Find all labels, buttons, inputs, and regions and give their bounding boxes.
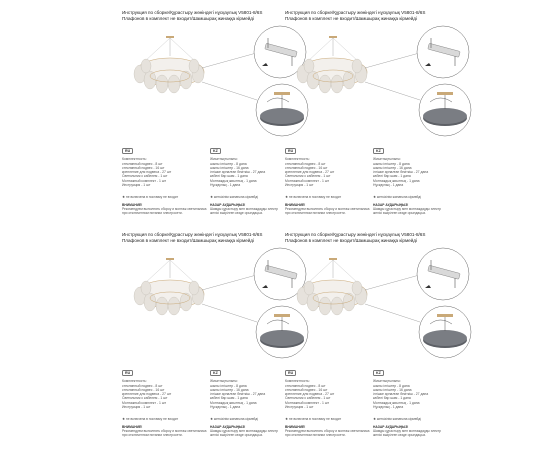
star-icon: ★ xyxy=(122,195,125,199)
warning-ru xyxy=(122,425,222,437)
warning-line: Шамды құрастыру мен монтаждауды электр xyxy=(210,429,278,433)
spec-line: Нұсқаулық - 1 дана xyxy=(210,183,241,188)
spec-line: Монтажный комплект - 1 шт xyxy=(122,178,167,183)
warning-line: Рекомендуем выполнять сборку и монтаж светильника xyxy=(285,429,370,433)
warning-title: НАЗАР АУДАРЫҢЫЗ! xyxy=(210,425,246,429)
lang-badge-ru: RU xyxy=(122,148,133,154)
spec-line: Нұсқаулық - 1 дана xyxy=(210,405,241,410)
warning-title: НАЗАР АУДАРЫҢЫЗ! xyxy=(373,425,409,429)
warning-kz xyxy=(373,203,473,215)
warning-title: НАЗАР АУДАРЫҢЫЗ! xyxy=(210,203,246,207)
disc-detail-icon xyxy=(419,84,471,136)
spec-line: шыны ілгіштер - 8 дана xyxy=(373,383,410,388)
spec-line: стеклянный подвес - 8 шт xyxy=(122,383,163,388)
warning-line: при отключенном питании электросети. xyxy=(285,211,346,215)
sheet-title-line-1: Инструкция по сборке/Құрастыру жөніндегі нұсқаулық V5801-8/6S xyxy=(122,232,263,237)
warning-title: ВНИМАНИЕ! xyxy=(122,203,143,207)
spec-line: кабелі бар шам - 1 дана xyxy=(373,396,411,401)
spec-line: ілгішке арналған бекіткіш - 27 дана xyxy=(373,392,429,397)
spec-line: шыны ілгіштер - 8 дана xyxy=(210,161,247,166)
warning-line: Шамды құрастыру мен монтаждауды электр xyxy=(210,207,278,211)
warning-line: Шамды құрастыру мен монтаждауды электр xyxy=(373,207,441,211)
note-row xyxy=(285,417,525,421)
spec-line: крепление для подвеса - 27 шт xyxy=(285,170,335,175)
spec-line: ілгішке арналған бекіткіш - 27 дана xyxy=(210,392,266,397)
warning-title: ВНИМАНИЕ! xyxy=(122,425,143,429)
spec-line: стеклянный подвес - 8 шт xyxy=(285,383,326,388)
lang-badge-ru: RU xyxy=(122,370,133,376)
warning-line: желісі өшірілген кезде орындаңыз. xyxy=(210,211,263,215)
spec-line: Светильник с кабелем - 1 шт xyxy=(285,174,331,179)
spec-line: Светильник с кабелем - 1 шт xyxy=(122,174,168,179)
sheet-title-line-1: Инструкция по сборке/Құрастыру жөніндегі нұсқаулық V5801-8/6S xyxy=(285,232,426,237)
spec-line: стеклянный подвес - 8 шт xyxy=(285,161,326,166)
assembly-illustration xyxy=(285,22,525,140)
specs-heading: Комплектность: xyxy=(285,379,310,384)
specs-ru xyxy=(285,370,385,409)
spec-line: Инструкция - 1 шт xyxy=(122,405,151,410)
star-icon: ★ xyxy=(285,195,288,199)
spec-line: шыны ілгіштер - 8 дана xyxy=(373,161,410,166)
spec-line: Светильник с кабелем - 1 шт xyxy=(122,396,168,401)
note-kz: жеткізілім жинағына кірмейді xyxy=(213,195,259,199)
spec-line: Монтажный комплект - 1 шт xyxy=(285,178,330,183)
lang-badge-kz: KZ xyxy=(373,370,384,376)
spec-line: Инструкция - 1 шт xyxy=(122,183,151,188)
spec-line: Светильник с кабелем - 1 шт xyxy=(285,396,331,401)
star-icon: ★ xyxy=(285,417,288,421)
note-row xyxy=(285,195,525,199)
spec-line: стеклянный подвес - 16 шт xyxy=(122,387,165,392)
spec-line: Монтаждық жиынтық - 1 дана xyxy=(373,178,420,183)
warning-title: ВНИМАНИЕ! xyxy=(285,203,306,207)
note-kz: жеткізілім жинағына кірмейді xyxy=(376,417,422,421)
chandelier-icon xyxy=(297,36,423,100)
specs-kz xyxy=(373,370,473,409)
spec-line: шыны ілгіштер - 16 дана xyxy=(373,387,412,392)
warning-line: желісі өшірілген кезде орындаңыз. xyxy=(373,211,426,215)
spec-line: ілгішке арналған бекіткіш - 27 дана xyxy=(210,170,266,175)
spec-line: Инструкция - 1 шт xyxy=(285,405,314,410)
sheet-title-line-2: Плафонов в комплект не входит/Шамшырақ жинаққа кірмейді xyxy=(122,237,254,243)
specs-heading: Комплектность: xyxy=(122,379,147,384)
sheet-title-line-2: Плафонов в комплект не входит/Шамшырақ жинаққа кірмейді xyxy=(285,15,417,21)
specs-ru xyxy=(122,148,222,187)
warning-line: при отключенном питании электросети. xyxy=(122,433,183,437)
spec-line: крепление для подвеса - 27 шт xyxy=(122,392,172,397)
note-kz: жеткізілім жинағына кірмейді xyxy=(213,417,259,421)
warning-kz xyxy=(373,425,473,437)
star-icon: ★ xyxy=(210,195,213,199)
warning-line: Рекомендуем выполнять сборку и монтаж светильника xyxy=(285,207,370,211)
note-kz: жеткізілім жинағына кірмейді xyxy=(376,195,422,199)
specs-heading: Комплектность: xyxy=(122,157,147,162)
spec-line: стеклянный подвес - 16 шт xyxy=(285,165,328,170)
specs-kz xyxy=(373,148,473,187)
spec-line: Нұсқаулық - 1 дана xyxy=(373,405,404,410)
sheet-title-line-1: Инструкция по сборке/Құрастыру жөніндегі нұсқаулық V5801-8/6S xyxy=(285,10,426,15)
lang-badge-kz: KZ xyxy=(210,148,221,154)
warning-line: при отключенном питании электросети. xyxy=(122,211,183,215)
spec-line: стеклянный подвес - 16 шт xyxy=(285,387,328,392)
warning-line: при отключенном питании электросети. xyxy=(285,433,346,437)
note-ru: не включена в поставку не входит xyxy=(288,417,342,421)
warning-line: желісі өшірілген кезде орындаңыз. xyxy=(373,433,426,437)
spec-line: кабелі бар шам - 1 дана xyxy=(210,174,248,179)
assembly-illustration xyxy=(285,244,525,362)
warning-ru xyxy=(122,203,222,215)
instruction-sheet xyxy=(285,10,525,215)
bracket-detail-icon xyxy=(417,248,469,300)
warning-line: Рекомендуем выполнять сборку и монтаж светильника xyxy=(122,207,207,211)
spec-line: Монтажный комплект - 1 шт xyxy=(122,400,167,405)
spec-line: крепление для подвеса - 27 шт xyxy=(285,392,335,397)
note-ru: не включена в поставку не входит xyxy=(125,417,179,421)
spec-line: шыны ілгіштер - 16 дана xyxy=(210,165,249,170)
spec-line: Монтаждық жиынтық - 1 дана xyxy=(373,400,420,405)
spec-line: шыны ілгіштер - 8 дана xyxy=(210,383,247,388)
bracket-detail-icon xyxy=(417,26,469,78)
star-icon: ★ xyxy=(373,417,376,421)
specs-heading: Жиынтықтылығы: xyxy=(373,379,401,384)
sheet-title xyxy=(285,10,525,21)
spec-line: Нұсқаулық - 1 дана xyxy=(373,183,404,188)
sheet-title-line-2: Плафонов в комплект не входит/Шамшырақ жинаққа кірмейді xyxy=(285,237,417,243)
disc-detail-icon xyxy=(419,306,471,358)
specs-heading: Жиынтықтылығы: xyxy=(373,157,401,162)
star-icon: ★ xyxy=(373,195,376,199)
warning-title: ВНИМАНИЕ! xyxy=(285,425,306,429)
spec-line: стеклянный подвес - 16 шт xyxy=(122,165,165,170)
sheet-title-line-2: Плафонов в комплект не входит/Шамшырақ жинаққа кірмейді xyxy=(122,15,254,21)
spec-line: кабелі бар шам - 1 дана xyxy=(373,174,411,179)
spec-line: крепление для подвеса - 27 шт xyxy=(122,170,172,175)
spec-line: кабелі бар шам - 1 дана xyxy=(210,396,248,401)
warning-line: Рекомендуем выполнять сборку и монтаж светильника xyxy=(122,429,207,433)
specs-heading: Жиынтықтылығы: xyxy=(210,157,238,162)
warning-ru xyxy=(285,203,385,215)
warning-ru xyxy=(285,425,385,437)
spec-line: шыны ілгіштер - 16 дана xyxy=(373,165,412,170)
lang-badge-kz: KZ xyxy=(373,148,384,154)
spec-line: Монтажный комплект - 1 шт xyxy=(285,400,330,405)
chandelier-icon xyxy=(297,258,423,322)
note-ru: не включена в поставку не входит xyxy=(288,195,342,199)
specs-heading: Жиынтықтылығы: xyxy=(210,379,238,384)
sheet-title-line-1: Инструкция по сборке/Құрастыру жөніндегі нұсқаулық V5801-8/6S xyxy=(122,10,263,15)
warning-title: НАЗАР АУДАРЫҢЫЗ! xyxy=(373,203,409,207)
spec-line: ілгішке арналған бекіткіш - 27 дана xyxy=(373,170,429,175)
star-icon: ★ xyxy=(122,417,125,421)
specs-ru xyxy=(122,370,222,409)
spec-line: стеклянный подвес - 8 шт xyxy=(122,161,163,166)
specs-ru xyxy=(285,148,385,187)
spec-line: Монтаждық жиынтық - 1 дана xyxy=(210,400,257,405)
warning-line: Шамды құрастыру мен монтаждауды электр xyxy=(373,429,441,433)
lang-badge-kz: KZ xyxy=(210,370,221,376)
chandelier-icon xyxy=(134,36,260,100)
lang-badge-ru: RU xyxy=(285,148,296,154)
star-icon: ★ xyxy=(210,417,213,421)
spec-line: шыны ілгіштер - 16 дана xyxy=(210,387,249,392)
spec-line: Инструкция - 1 шт xyxy=(285,183,314,188)
sheet-title xyxy=(285,232,525,243)
instruction-sheet xyxy=(285,232,525,437)
specs-heading: Комплектность: xyxy=(285,157,310,162)
note-ru: не включена в поставку не входит xyxy=(125,195,179,199)
spec-line: Монтаждық жиынтық - 1 дана xyxy=(210,178,257,183)
warning-line: желісі өшірілген кезде орындаңыз. xyxy=(210,433,263,437)
chandelier-icon xyxy=(134,258,260,322)
lang-badge-ru: RU xyxy=(285,370,296,376)
